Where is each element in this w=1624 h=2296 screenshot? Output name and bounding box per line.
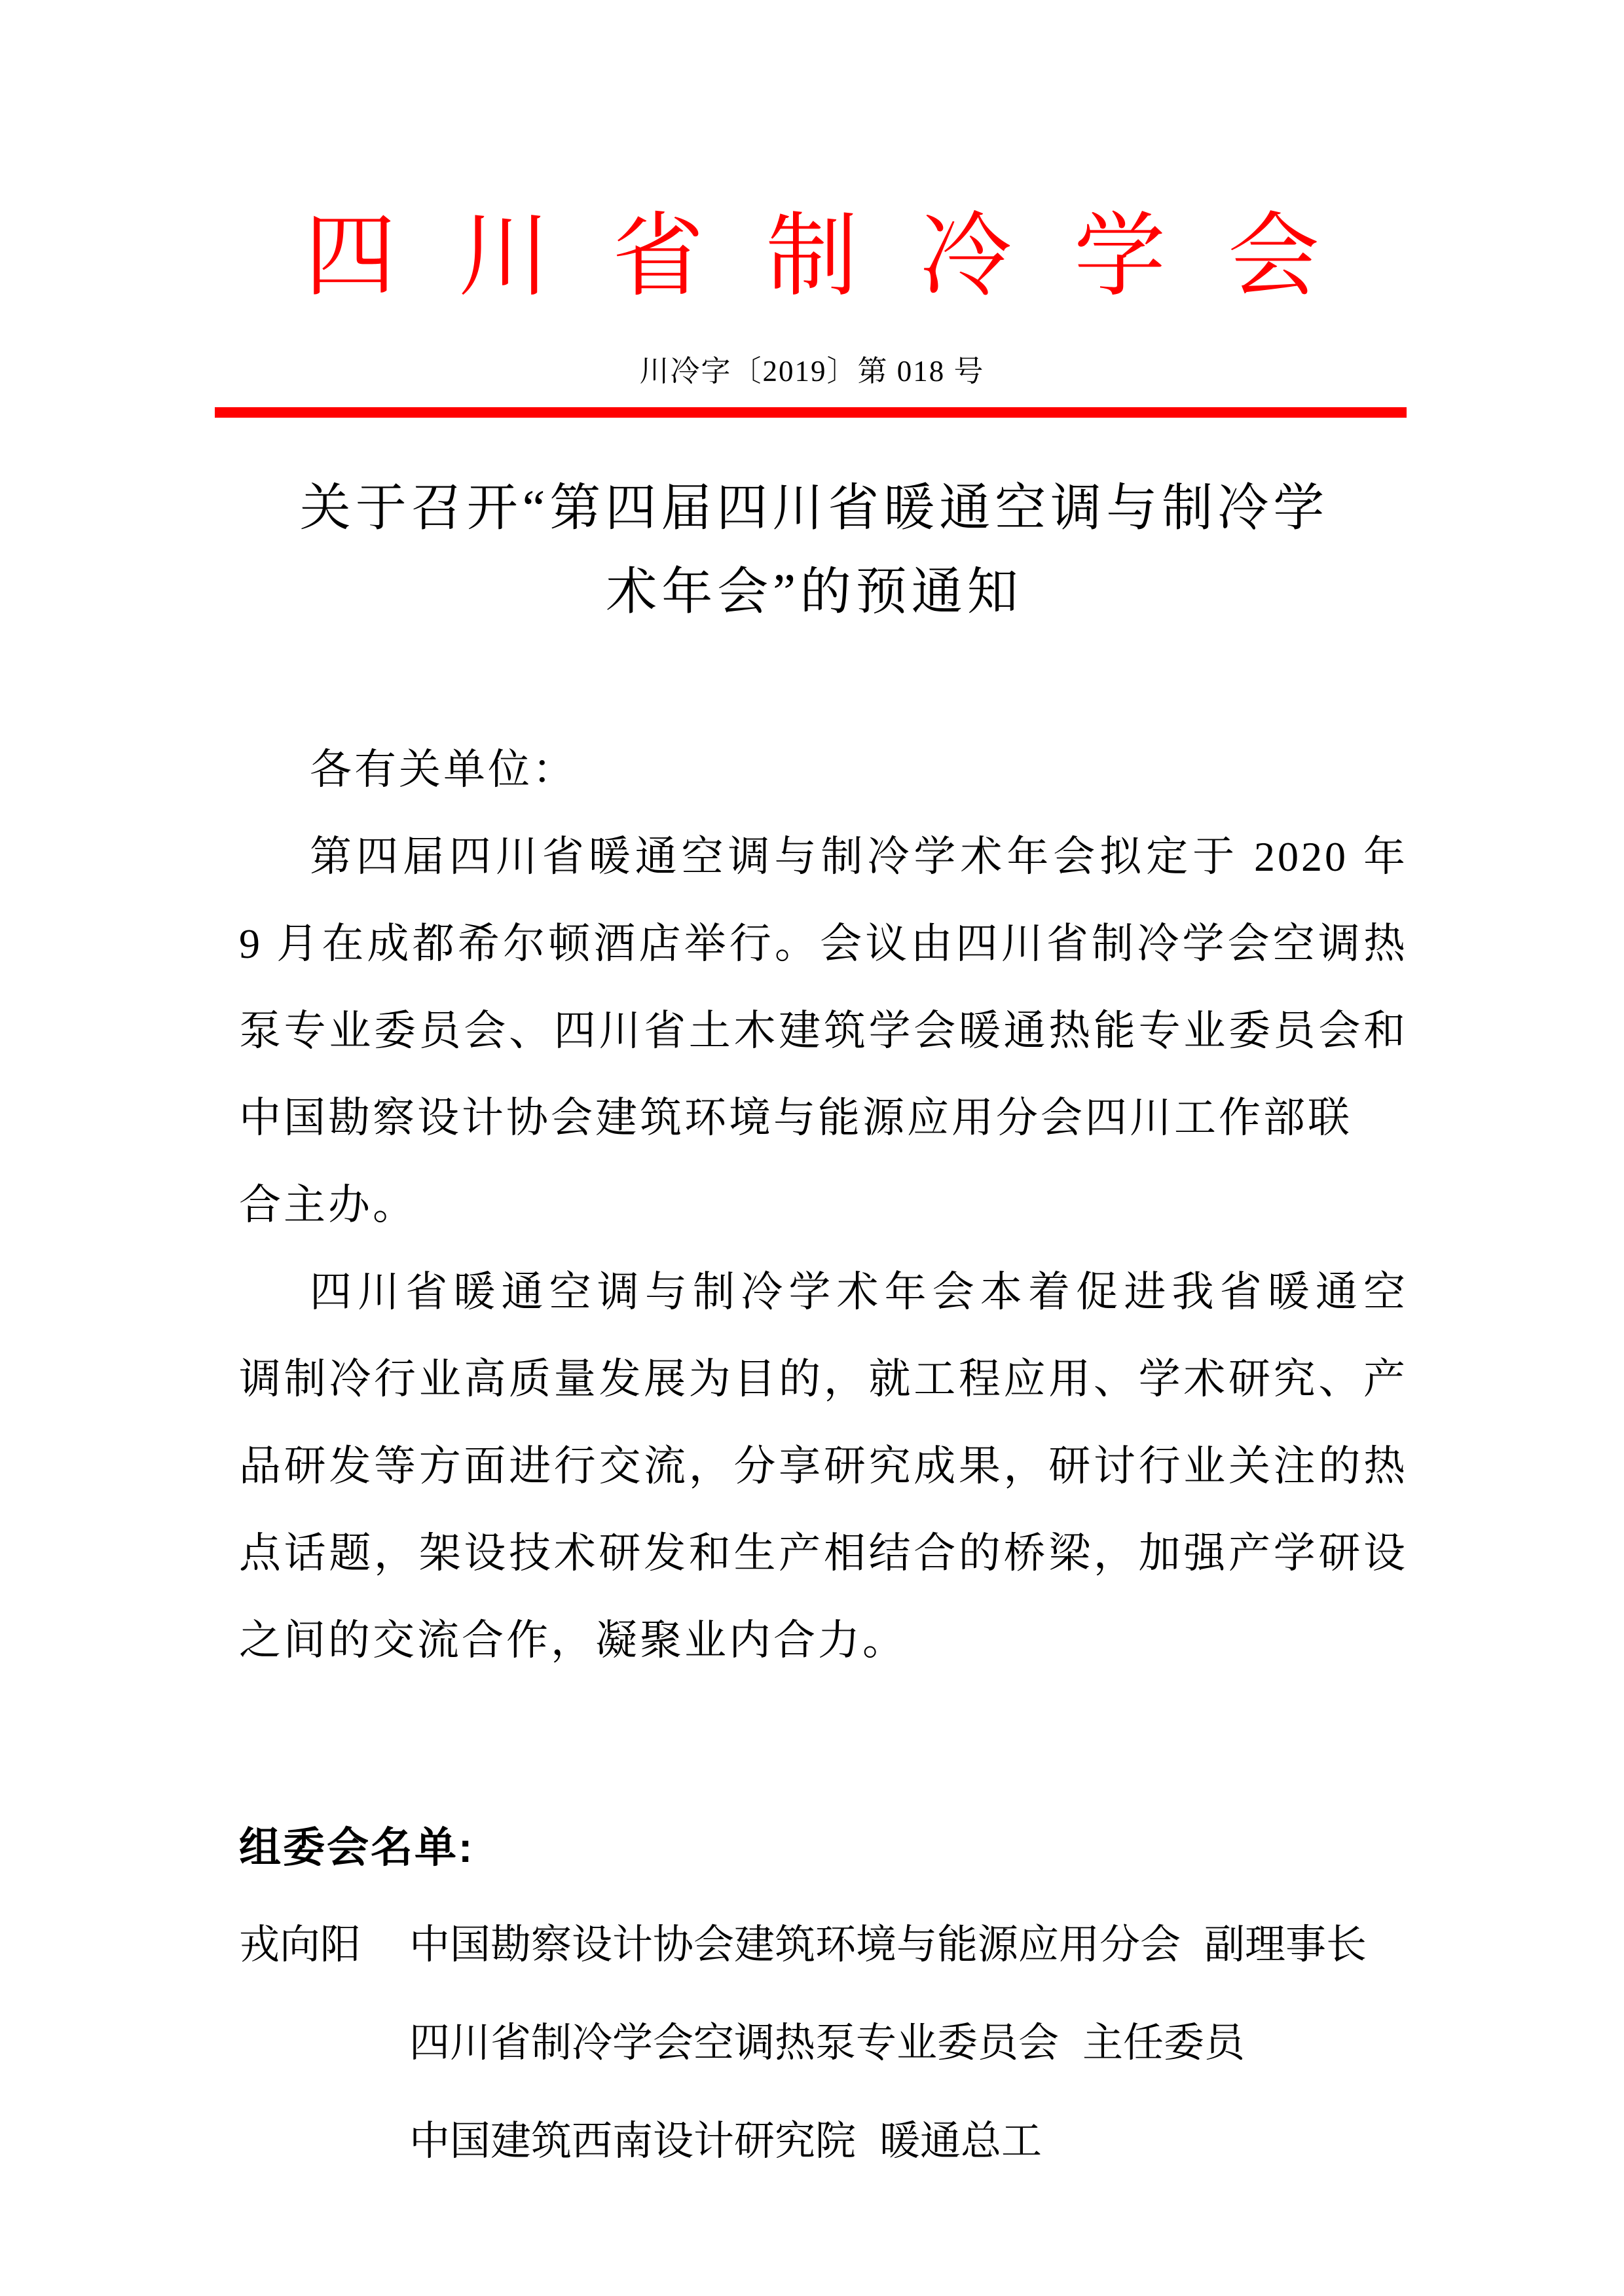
body-line: 品研发等方面进行交流，分享研究成果，研讨行业关注的热 bbox=[239, 1443, 1408, 1489]
body-line: 9 月在成都希尔顿酒店举行。会议由四川省制冷学会空调热 bbox=[239, 920, 1408, 967]
body-line: 泵专业委员会、四川省土木建筑学会暖通热能专业委员会和 bbox=[239, 1008, 1408, 1054]
member-role: 暖通总工 bbox=[879, 2119, 1043, 2164]
notice-title-line-1: 关于召开“第四届四川省暖通空调与制冷学 bbox=[299, 479, 1329, 536]
member-org: 中国建筑西南设计研究院 bbox=[409, 2119, 857, 2164]
org-title: 四川省制冷学会 bbox=[304, 206, 1382, 308]
body-line: 第四届四川省暖通空调与制冷学术年会拟定于 2020 年 bbox=[310, 833, 1408, 880]
red-divider-rule bbox=[215, 407, 1407, 418]
member-name: 戎向阳 bbox=[239, 1923, 361, 1967]
body-line: 调制冷行业高质量发展为目的，就工程应用、学术研究、产 bbox=[239, 1356, 1408, 1402]
body-line: 合主办。 bbox=[239, 1182, 417, 1228]
committee-row bbox=[239, 2092, 1496, 2191]
body-line: 四川省暖通空调与制冷学术年会本着促进我省暖通空 bbox=[310, 1269, 1408, 1315]
notice-title bbox=[0, 466, 1624, 634]
body-line: 之间的交流合作，凝聚业内合力。 bbox=[239, 1617, 907, 1664]
member-org: 四川省制冷学会空调热泵专业委员会 bbox=[409, 2021, 1060, 2066]
notice-title-line-2: 术年会”的预通知 bbox=[606, 563, 1023, 620]
committee-list bbox=[239, 1896, 1496, 2191]
member-org: 中国勘察设计协会建筑环境与能源应用分会 bbox=[409, 1923, 1181, 1967]
committee-row bbox=[239, 1896, 1496, 1994]
body-line: 点话题，架设技术研发和生产相结合的桥梁，加强产学研设 bbox=[239, 1530, 1408, 1576]
member-role: 副理事长 bbox=[1204, 1923, 1367, 1967]
salutation: 各有关单位： bbox=[310, 746, 577, 793]
body-text bbox=[239, 726, 1408, 1684]
committee-row bbox=[239, 1994, 1496, 2092]
body-line: 中国勘察设计协会建筑环境与能源应用分会四川工作部联 bbox=[239, 1095, 1352, 1141]
member-role: 主任委员 bbox=[1082, 2021, 1246, 2066]
doc-number: 川冷字〔2019〕第 018 号 bbox=[639, 355, 985, 388]
committee-heading: 组委会名单: bbox=[239, 1824, 475, 1871]
